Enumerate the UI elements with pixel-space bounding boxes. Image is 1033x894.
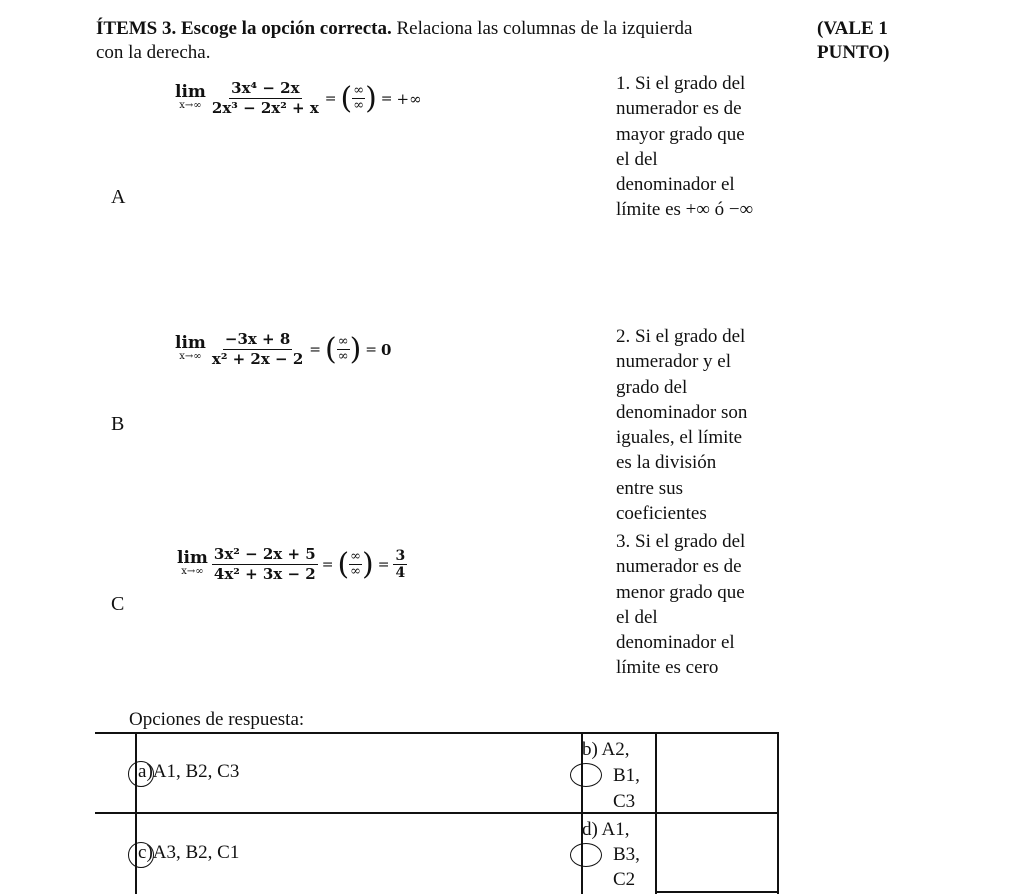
rule-line: 3. Si el grado del [616, 531, 746, 552]
option-b-line: B1, [613, 765, 640, 786]
equals-sign: = [377, 556, 390, 573]
limit-result: 0 [381, 340, 392, 359]
indet-denominator: ∞ [353, 98, 365, 113]
rule-line: coeficientes [616, 503, 707, 525]
rule-line: mayor grado que [616, 123, 745, 145]
lim-word: lim [177, 547, 208, 568]
rule-line: el del [616, 148, 658, 170]
rule-line: el del [616, 606, 658, 628]
table-middle-border [95, 812, 779, 814]
option-b-line: C3 [613, 791, 636, 812]
numerator: 3x² − 2x + 5 [213, 545, 316, 563]
rule-line: denominador el [616, 174, 735, 196]
items-label: ÍTEMS 3. [96, 18, 177, 39]
option-c[interactable] [134, 842, 239, 864]
indet-numerator: ∞ [337, 334, 349, 349]
option-c-text: )A3, B2, C1 [146, 842, 240, 863]
rule-line: numerador es de [616, 556, 742, 578]
table-right-border [777, 732, 779, 894]
options-title: Opciones de respuesta: [129, 709, 305, 730]
limit-formula-a [175, 79, 422, 118]
fraction [212, 545, 318, 584]
option-d[interactable] [582, 817, 646, 892]
table-left-border [135, 732, 137, 894]
rule-1 [616, 71, 786, 223]
rule-line: denominador son [616, 401, 748, 423]
lim-operator [175, 332, 206, 364]
option-b-line: b) A2, [582, 739, 630, 760]
limit-formula-b [175, 330, 391, 369]
row-letter-c: C [111, 593, 125, 615]
item-header-line2: con la derecha. [96, 42, 211, 63]
equals-sign: = [380, 90, 393, 107]
instruction-rest: Relaciona las columnas de la izquierda [396, 18, 693, 39]
denominator: 4x² + 3x − 2 [213, 565, 316, 583]
result-numerator: 3 [395, 548, 406, 564]
option-a[interactable] [134, 761, 239, 783]
equals-sign: = [324, 90, 337, 107]
lim-subscript: x→∞ [179, 99, 202, 111]
rule-2 [616, 324, 786, 526]
numerator: 3x⁴ − 2x [231, 79, 300, 97]
fraction [210, 79, 321, 118]
table-divider-2 [655, 732, 657, 894]
option-b[interactable] [582, 737, 646, 815]
numerator: −3x + 8 [224, 330, 291, 348]
rule-line: límite es cero [616, 657, 719, 679]
denominator: x² + 2x − 2 [211, 350, 304, 368]
table-top-border [95, 732, 779, 734]
rule-line: denominador el [616, 632, 735, 654]
denominator: 2x³ − 2x² + x [211, 99, 319, 117]
fraction [210, 330, 305, 369]
indeterminate-form: ( ∞ ∞ ) [337, 546, 374, 582]
limit-result: +∞ [396, 89, 422, 108]
rule-line: numerador es de [616, 98, 742, 120]
rule-line: iguales, el límite [616, 427, 743, 449]
row-letter-b: B [111, 413, 125, 435]
indet-denominator: ∞ [337, 349, 349, 364]
indet-numerator: ∞ [353, 83, 365, 98]
result-denominator: 4 [395, 565, 406, 581]
equals-sign: = [309, 341, 321, 358]
lim-subscript: x→∞ [179, 350, 202, 362]
indet-denominator: ∞ [350, 564, 361, 579]
item-header-line1 [96, 18, 796, 40]
lim-operator [177, 547, 208, 579]
rule-line: 2. Si el grado del [616, 326, 746, 347]
row-letter-a: A [111, 186, 126, 208]
lim-word: lim [175, 81, 206, 102]
rule-line: grado del [616, 376, 688, 398]
table-bottom-border [655, 891, 779, 893]
lim-operator [175, 81, 206, 113]
rule-line: límite es +∞ ó −∞ [616, 199, 754, 221]
rule-line: es la división [616, 452, 717, 474]
option-d-line: d) A1, [582, 819, 630, 840]
option-d-line: C2 [613, 869, 636, 890]
lim-word: lim [175, 332, 206, 353]
indeterminate-form: ( ∞ ∞ ) [340, 80, 377, 116]
rule-3 [616, 529, 786, 681]
indet-numerator: ∞ [350, 549, 361, 564]
limit-formula-c [177, 545, 407, 584]
option-a-text: )A1, B2, C3 [146, 761, 240, 782]
equals-sign: = [365, 341, 378, 358]
option-d-line: B3, [613, 844, 640, 865]
instruction-bold: Escoge la opción correcta. [181, 18, 392, 39]
rule-line: entre sus [616, 477, 684, 499]
value-label-line1: (VALE 1 [817, 18, 888, 39]
rule-line: menor grado que [616, 581, 745, 603]
option-c-mark: c [138, 842, 147, 863]
indeterminate-form: ( ∞ ∞ ) [325, 331, 362, 367]
rule-line: numerador y el [616, 351, 732, 373]
value-label-line2: PUNTO) [817, 42, 890, 63]
option-a-mark: a [138, 761, 147, 782]
lim-subscript: x→∞ [181, 565, 204, 577]
limit-result-fraction [393, 548, 407, 581]
rule-line: 1. Si el grado del [616, 73, 746, 94]
equals-sign: = [321, 556, 334, 573]
